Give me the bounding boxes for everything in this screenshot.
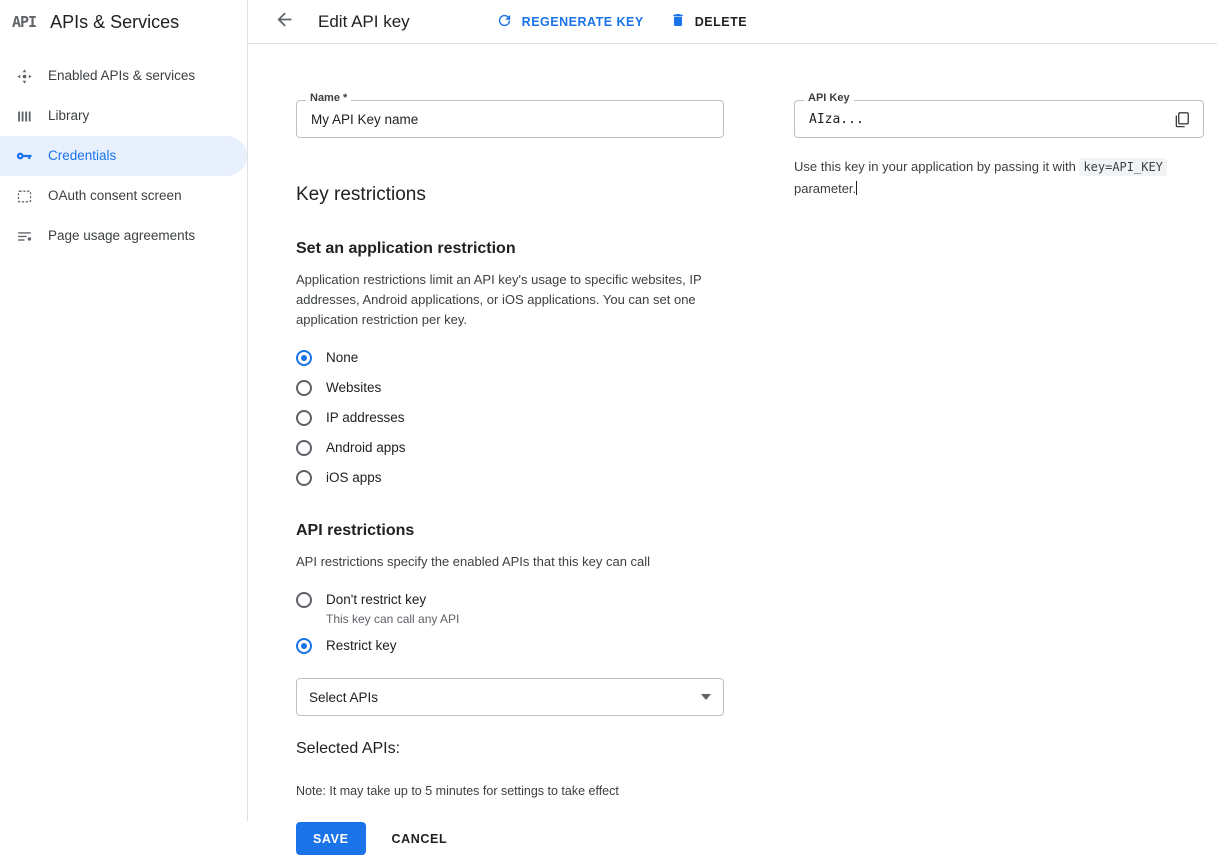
radio-option-websites[interactable] — [296, 378, 724, 398]
key-icon — [14, 146, 34, 166]
topbar-actions — [496, 12, 747, 32]
application-restriction-description: Application restrictions limit an API key's usage to specific websites, IP addresses, Android applications, or iOS applications. You can set one application restriction per key. — [296, 272, 702, 327]
application-restriction-radio-group — [296, 348, 724, 488]
api-key-help-text — [794, 156, 1204, 200]
radio-label: Don't restrict key — [326, 592, 427, 607]
radio-button-restrict-key[interactable] — [296, 638, 312, 654]
sidebar-item-enabled-apis[interactable] — [0, 56, 247, 96]
sidebar-header — [0, 0, 247, 44]
selected-apis-heading: Selected APIs: — [296, 740, 401, 757]
api-key-help-suffix: parameter. — [794, 181, 857, 196]
top-bar — [248, 0, 1217, 44]
chevron-down-icon — [701, 694, 711, 700]
refresh-icon — [496, 12, 513, 32]
radio-option-restrict-key[interactable] — [296, 636, 724, 656]
back-button[interactable] — [264, 2, 304, 42]
settings-note: Note: It may take up to 5 minutes for settings to take effect — [296, 784, 619, 798]
radio-label: Websites — [326, 380, 382, 395]
application-restriction-heading: Set an application restriction — [296, 240, 516, 257]
library-icon — [14, 106, 34, 126]
api-restrictions-description: API restrictions specify the enabled APIs that this key can call — [296, 554, 651, 569]
form-actions — [296, 822, 724, 855]
key-restrictions-heading: Key restrictions — [296, 184, 426, 205]
api-key-panel — [794, 92, 1204, 200]
api-key-help-code: key=API_KEY — [1079, 158, 1166, 176]
sidebar-nav — [0, 56, 247, 256]
page-title: Edit API key — [318, 11, 410, 31]
sidebar-item-page-usage-agreements[interactable] — [0, 216, 247, 256]
radio-label: Android apps — [326, 440, 406, 455]
agreements-icon — [14, 226, 34, 246]
sidebar-title: APIs & Services — [50, 11, 180, 32]
api-restrictions-radio-group — [296, 590, 724, 656]
name-input[interactable] — [309, 111, 711, 128]
api-key-help-prefix: Use this key in your application by passing it with — [794, 159, 1076, 174]
sidebar-item-oauth-consent-screen[interactable] — [0, 176, 247, 216]
sidebar-item-label: Library — [48, 108, 90, 124]
api-logo-icon: API — [12, 13, 37, 31]
save-button[interactable]: SAVE — [296, 822, 366, 855]
radio-option-android-apps[interactable] — [296, 438, 724, 458]
edit-key-form — [296, 92, 724, 855]
copy-icon[interactable] — [1172, 110, 1191, 129]
radio-button-ios-apps[interactable] — [296, 470, 312, 486]
delete-label: DELETE — [694, 14, 748, 29]
sidebar-item-label: Enabled APIs & services — [48, 68, 196, 84]
radio-button-dont-restrict-key[interactable] — [296, 592, 312, 608]
radio-button-websites[interactable] — [296, 380, 312, 396]
cancel-button[interactable]: CANCEL — [384, 832, 456, 846]
regenerate-key-label: REGENERATE KEY — [521, 14, 644, 29]
radio-label: IP addresses — [326, 410, 405, 425]
radio-option-ios-apps[interactable] — [296, 468, 724, 488]
radio-option-ip-addresses[interactable] — [296, 408, 724, 428]
radio-button-none[interactable] — [296, 350, 312, 366]
radio-option-dont-restrict-key[interactable] — [296, 590, 724, 626]
radio-label: None — [326, 350, 359, 365]
api-key-field-label: API Key — [804, 93, 854, 104]
radio-button-ip-addresses[interactable] — [296, 410, 312, 426]
regenerate-key-button[interactable] — [496, 12, 644, 32]
radio-sublabel: This key can call any API — [326, 612, 460, 626]
radio-label: Restrict key — [326, 638, 397, 653]
delete-button[interactable] — [670, 12, 747, 31]
api-key-input[interactable] — [807, 111, 1172, 128]
sidebar-item-label: Credentials — [48, 148, 117, 164]
sidebar — [0, 0, 248, 821]
arrow-left-icon — [274, 9, 295, 35]
name-field-label: Name * — [306, 93, 351, 104]
radio-option-none[interactable] — [296, 348, 724, 368]
api-key-field-wrapper — [794, 92, 1204, 138]
sidebar-item-label: OAuth consent screen — [48, 188, 182, 204]
name-field-wrapper — [296, 92, 724, 138]
sidebar-item-label: Page usage agreements — [48, 228, 196, 244]
sidebar-item-library[interactable] — [0, 96, 247, 136]
main-content — [248, 0, 1217, 846]
trash-icon — [670, 12, 686, 31]
consent-icon — [14, 186, 34, 206]
text-cursor — [856, 181, 857, 195]
dashboard-icon — [14, 66, 34, 86]
select-apis-dropdown[interactable] — [296, 678, 724, 716]
radio-button-android-apps[interactable] — [296, 440, 312, 456]
api-restrictions-heading: API restrictions — [296, 522, 415, 539]
select-apis-value: Select APIs — [309, 689, 379, 705]
sidebar-item-credentials[interactable] — [0, 136, 247, 176]
radio-label: iOS apps — [326, 470, 382, 485]
